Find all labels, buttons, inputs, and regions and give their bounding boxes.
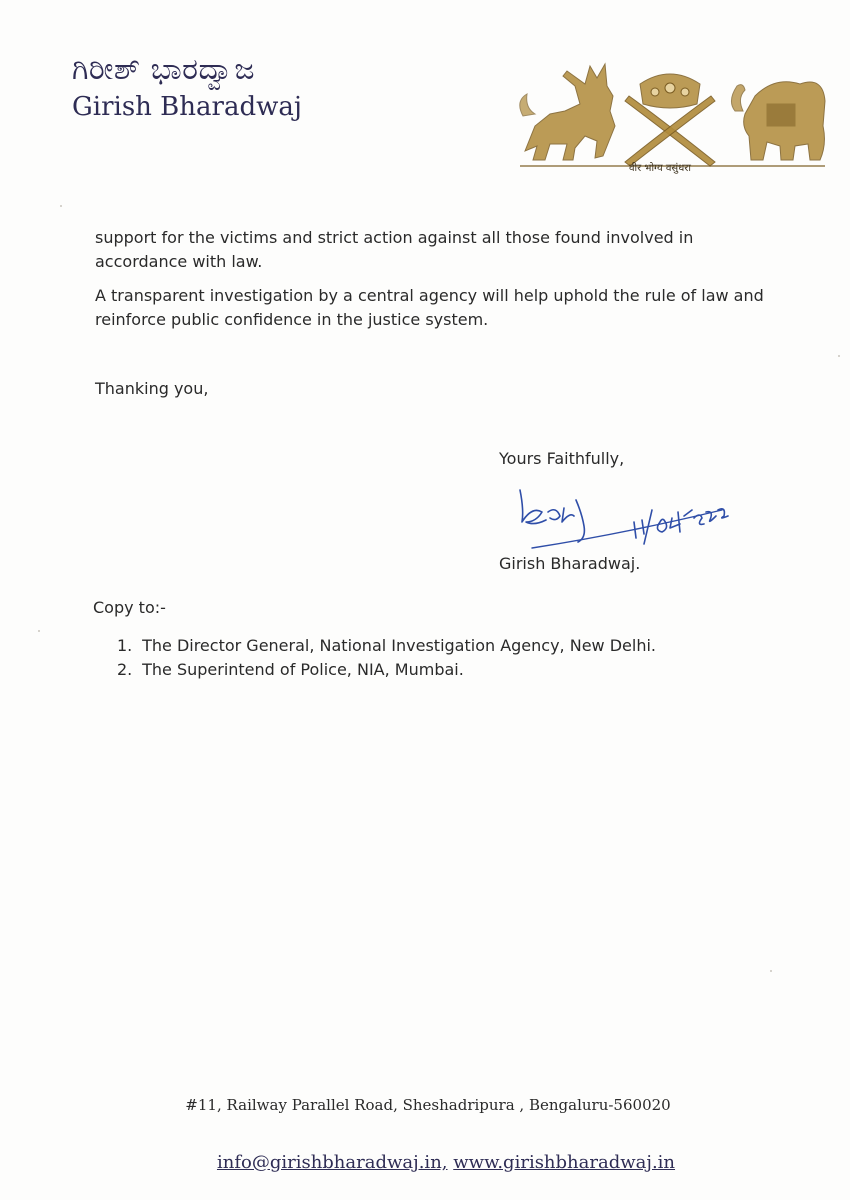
body-paragraph-1: support for the victims and strict action against all those found involved in accordance with law.: [95, 228, 694, 271]
copy-to-heading: Copy to:-: [93, 598, 166, 617]
list-item-number: 2.: [117, 660, 133, 679]
letterhead-name-kannada: ಗಿರೀಶ್ ಭಾರದ್ವಾಜ: [72, 52, 256, 87]
list-item: [117, 658, 656, 682]
footer-address: #11, Railway Parallel Road, Sheshadripura , Bengaluru-560020: [185, 1096, 671, 1114]
list-item: [117, 634, 656, 658]
emblem-motto: वीर भोग्य वसुंधरा: [629, 163, 691, 174]
closing-salutation: Yours Faithfully,: [499, 449, 625, 468]
handwritten-signature: [512, 482, 742, 552]
email-link[interactable]: info@girishbharadwaj.in,: [216, 1152, 448, 1173]
list-item-text: The Director General, National Investigation Agency, New Delhi.: [142, 636, 656, 655]
list-item-text: The Superintend of Police, NIA, Mumbai.: [142, 660, 464, 679]
paper-speck: [38, 630, 40, 632]
paper-speck: [60, 205, 62, 207]
paper-speck: [838, 355, 840, 357]
body-paragraph-2: A transparent investigation by a central agency will help uphold the rule of law and reinforce public confidence in the justice system.: [95, 286, 764, 329]
letterhead-name-english: Girish Bharadwaj: [72, 92, 302, 122]
thanking-line: Thanking you,: [95, 379, 209, 398]
list-item-number: 1.: [117, 636, 133, 655]
website-link[interactable]: www.girishbharadwaj.in: [453, 1152, 676, 1173]
winged-lion-icon: [525, 64, 615, 160]
copy-to-list: [117, 634, 656, 682]
paper-speck: [770, 970, 772, 972]
footer-contact: [0, 1152, 850, 1173]
signer-name: Girish Bharadwaj.: [499, 554, 641, 573]
